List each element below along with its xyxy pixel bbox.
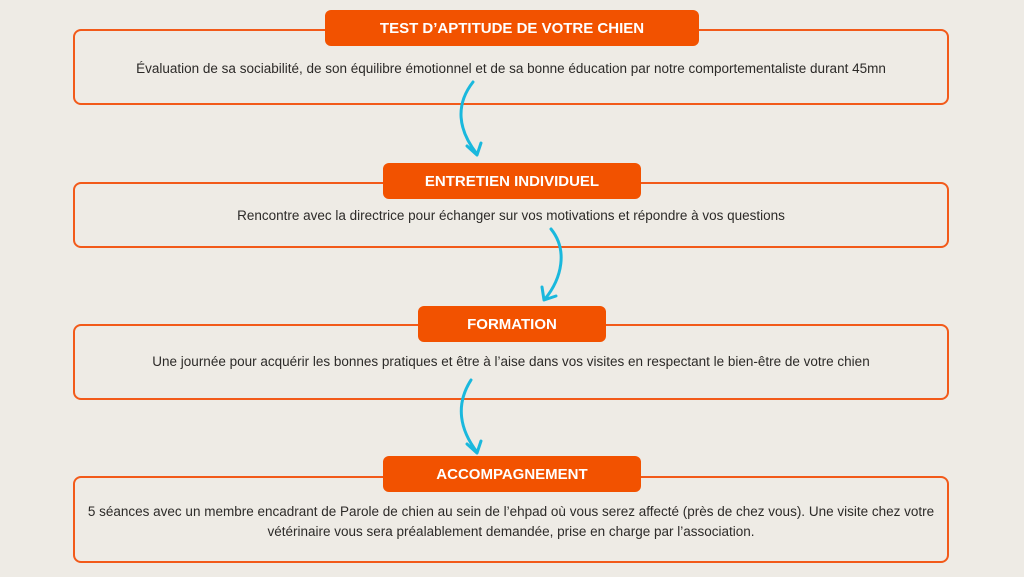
step-4-title: ACCOMPAGNEMENT	[383, 456, 641, 492]
arrow-2-icon	[542, 229, 561, 300]
arrow-1-icon	[461, 82, 481, 155]
arrow-3-icon	[461, 380, 481, 453]
step-1-description: Évaluation de sa sociabilité, de son équilibre émotionnel et de sa bonne éducation par notre comportementaliste durant 45mn	[136, 61, 886, 76]
step-3-description: Une journée pour acquérir les bonnes pratiques et être à l’aise dans vos visites en respectant le bien-être de votre chien	[152, 354, 870, 369]
step-3-title: FORMATION	[418, 306, 606, 342]
step-2-title: ENTRETIEN INDIVIDUEL	[383, 163, 641, 199]
step-1-title: TEST D’APTITUDE DE VOTRE CHIEN	[325, 10, 699, 46]
step-2-description: Rencontre avec la directrice pour échanger sur vos motivations et répondre à vos questions	[237, 208, 785, 223]
step-4-description: 5 séances avec un membre encadrant de Parole de chien au sein de l’ehpad où vous serez affecté (près de chez vous). Une visite chez votre vétérinaire vous sera préalablement demandée, prise en charge par l’association.	[87, 504, 935, 539]
